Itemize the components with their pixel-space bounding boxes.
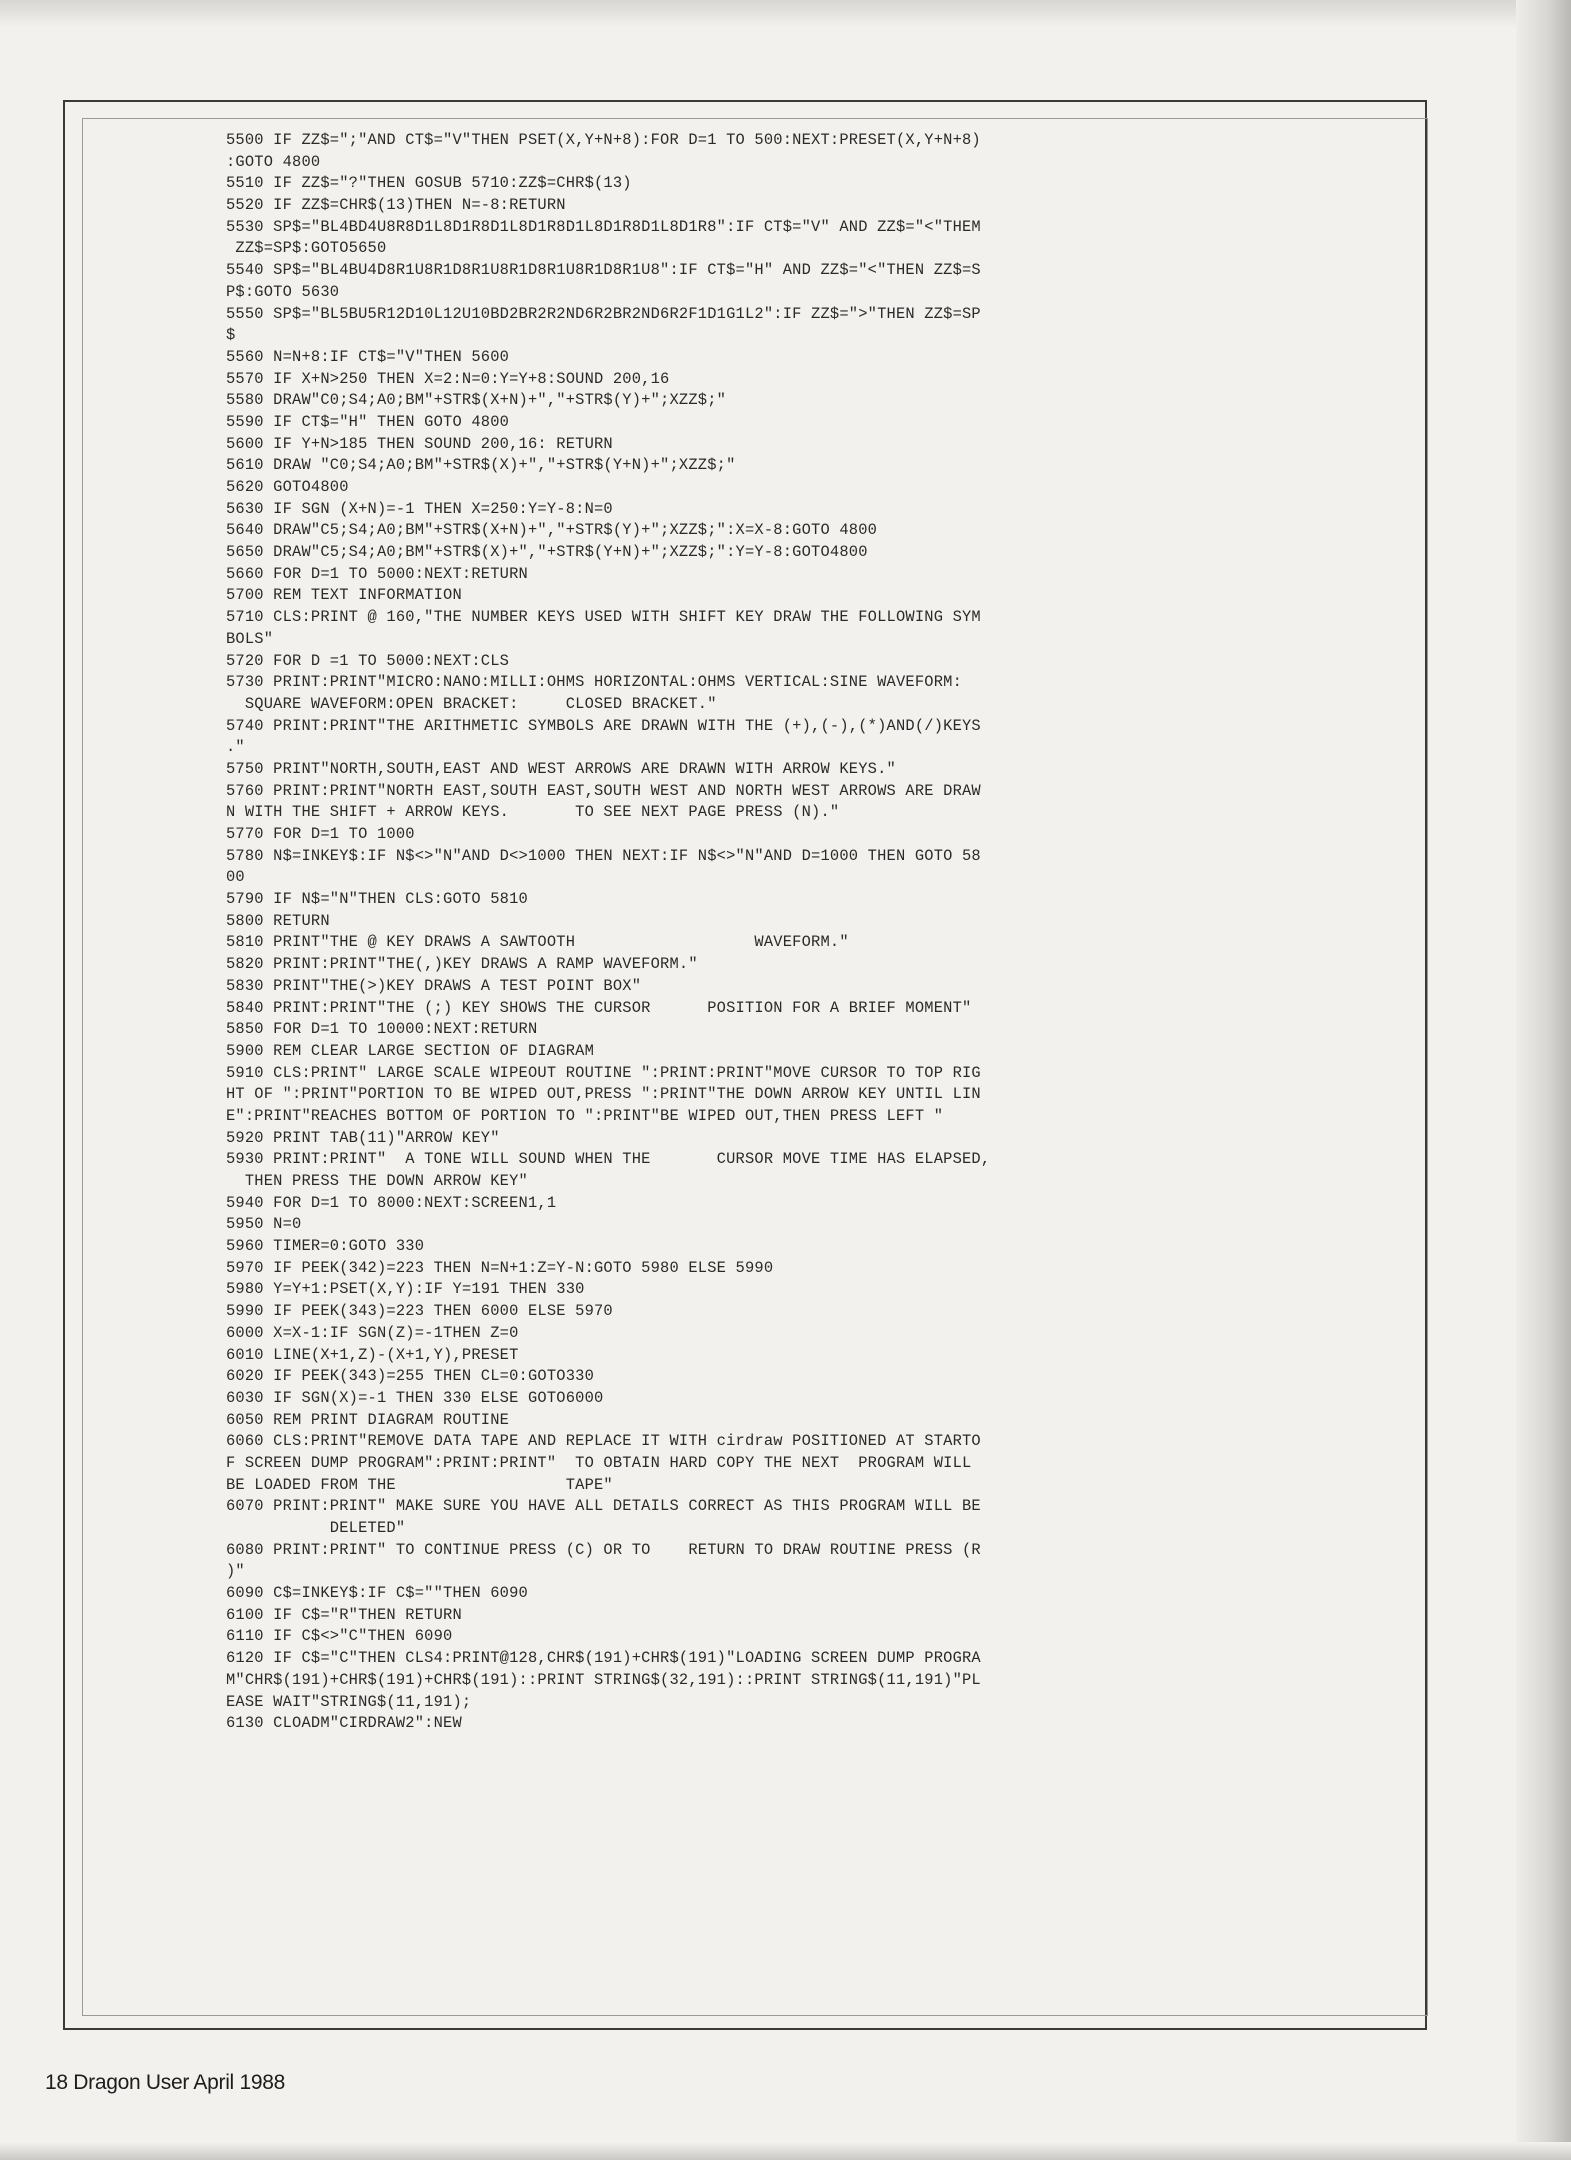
listing-line: 5900 REM CLEAR LARGE SECTION OF DIAGRAM (226, 1041, 594, 1060)
page-spine-shadow (1516, 0, 1571, 2160)
listing-line: 6080 PRINT:PRINT" TO CONTINUE PRESS (C) OR TO RETURN TO DRAW ROUTINE PRESS (R (226, 1540, 981, 1559)
listing-line: P$:GOTO 5630 (226, 282, 340, 301)
listing-line: )" (226, 1562, 245, 1581)
listing-line: 5740 PRINT:PRINT"THE ARITHMETIC SYMBOLS ARE DRAWN WITH THE (+),(-),(*)AND(/)KEYS (226, 716, 981, 735)
listing-line: 5560 N=N+8:IF CT$="V"THEN 5600 (226, 347, 510, 366)
listing-line: DELETED" (226, 1519, 406, 1537)
listing-line: 5610 DRAW "C0;S4;A0;BM"+STR$(X)+","+STR$(Y+N)+";XZZ$;" (226, 456, 736, 475)
listing-line: 5520 IF ZZ$=CHR$(13)THEN N=-8:RETURN (226, 196, 566, 215)
listing-line: 5770 FOR D=1 TO 1000 (226, 825, 415, 843)
listing-line: 5750 PRINT"NORTH,SOUTH,EAST AND WEST ARROWS ARE DRAWN WITH ARROW KEYS." (226, 759, 896, 778)
listing-line: BOLS" (226, 629, 274, 648)
listing-line: 5500 IF ZZ$=";"AND CT$="V"THEN PSET(X,Y+N+8):FOR D=1 TO 500:NEXT:PRESET(X,Y+N+8) (226, 131, 981, 149)
listing-line: EASE WAIT"STRING$(11,191); (226, 1692, 472, 1711)
listing-line: 5800 RETURN (226, 911, 330, 930)
program-listing (226, 130, 1356, 1735)
listing-line: 5730 PRINT:PRINT"MICRO:NANO:MILLI:OHMS HORIZONTAL:OHMS VERTICAL:SINE WAVEFORM: (226, 673, 962, 692)
listing-line: ." (226, 738, 245, 757)
listing-line: 5720 FOR D =1 TO 5000:NEXT:CLS (226, 651, 510, 670)
page-top-shadow (0, 0, 1571, 28)
listing-line: 5650 DRAW"C5;S4;A0;BM"+STR$(X)+","+STR$(Y+N)+";XZZ$;":Y=Y-8:GOTO4800 (226, 543, 868, 562)
listing-line: 6000 X=X-1:IF SGN(Z)=-1THEN Z=0 (226, 1323, 519, 1342)
listing-line: :GOTO 4800 (226, 152, 321, 171)
listing-line: 5540 SP$="BL4BU4D8R1U8R1D8R1U8R1D8R1U8R1D8R1U8":IF CT$="H" AND ZZ$="<"THEN ZZ$=S (226, 261, 981, 280)
listing-line: 6120 IF C$="C"THEN CLS4:PRINT@128,CHR$(191)+CHR$(191)"LOADING SCREEN DUMP PROGRA (226, 1649, 981, 1668)
listing-line: F SCREEN DUMP PROGRAM":PRINT:PRINT" TO OBTAIN HARD COPY THE NEXT PROGRAM WILL (226, 1453, 972, 1472)
listing-line: 5580 DRAW"C0;S4;A0;BM"+STR$(X+N)+","+STR$(Y)+";XZZ$;" (226, 391, 727, 410)
listing-line: 6010 LINE(X+1,Z)-(X+1,Y),PRESET (226, 1345, 519, 1364)
listing-line: 5970 IF PEEK(342)=223 THEN N=N+1:Z=Y-N:GOTO 5980 ELSE 5990 (226, 1258, 774, 1277)
listing-line: 6090 C$=INKEY$:IF C$=""THEN 6090 (226, 1584, 528, 1603)
listing-line: E":PRINT"REACHES BOTTOM OF PORTION TO ":PRINT"BE WIPED OUT,THEN PRESS LEFT " (226, 1106, 944, 1125)
listing-line: 5600 IF Y+N>185 THEN SOUND 200,16: RETURN (226, 434, 613, 453)
listing-line: 5850 FOR D=1 TO 10000:NEXT:RETURN (226, 1020, 538, 1039)
listing-line: 5590 IF CT$="H" THEN GOTO 4800 (226, 412, 510, 431)
page-bottom-shadow (0, 2142, 1571, 2160)
listing-line: 5920 PRINT TAB(11)"ARROW KEY" (226, 1128, 500, 1147)
listing-line: N WITH THE SHIFT + ARROW KEYS. TO SEE NEXT PAGE PRESS (N)." (226, 803, 840, 822)
listing-line: 5790 IF N$="N"THEN CLS:GOTO 5810 (226, 890, 528, 909)
listing-line: 5640 DRAW"C5;S4;A0;BM"+STR$(X+N)+","+STR$(Y)+";XZZ$;":X=X-8:GOTO 4800 (226, 521, 878, 540)
listing-line: 5930 PRINT:PRINT" A TONE WILL SOUND WHEN THE CURSOR MOVE TIME HAS ELAPSED, (226, 1150, 991, 1169)
listing-line: 5700 REM TEXT INFORMATION (226, 586, 462, 605)
listing-line: $ (226, 326, 236, 345)
listing-line: 5710 CLS:PRINT @ 160,"THE NUMBER KEYS USED WITH SHIFT KEY DRAW THE FOLLOWING SYM (226, 608, 981, 627)
listing-line: 00 (226, 868, 245, 887)
listing-line: 5820 PRINT:PRINT"THE(,)KEY DRAWS A RAMP WAVEFORM." (226, 955, 698, 974)
listing-line: 5760 PRINT:PRINT"NORTH EAST,SOUTH EAST,SOUTH WEST AND NORTH WEST ARROWS ARE DRAW (226, 781, 981, 800)
listing-line: 6030 IF SGN(X)=-1 THEN 330 ELSE GOTO6000 (226, 1388, 604, 1407)
listing-line: HT OF ":PRINT"PORTION TO BE WIPED OUT,PRESS ":PRINT"THE DOWN ARROW KEY UNTIL LIN (226, 1085, 981, 1104)
listing-line: 5910 CLS:PRINT" LARGE SCALE WIPEOUT ROUTINE ":PRINT:PRINT"MOVE CURSOR TO TOP RIG (226, 1063, 981, 1082)
listing-line: 5830 PRINT"THE(>)KEY DRAWS A TEST POINT BOX" (226, 976, 642, 995)
listing-line: 5810 PRINT"THE @ KEY DRAWS A SAWTOOTH WAVEFORM." (226, 933, 849, 952)
listing-line: 5570 IF X+N>250 THEN X=2:N=0:Y=Y+8:SOUND 200,16 (226, 369, 670, 388)
page-footer-folio: 18 Dragon User April 1988 (45, 2071, 285, 2094)
listing-line: 6100 IF C$="R"THEN RETURN (226, 1605, 462, 1624)
listing-line: 5980 Y=Y+1:PSET(X,Y):IF Y=191 THEN 330 (226, 1280, 585, 1299)
listing-line: SQUARE WAVEFORM:OPEN BRACKET: CLOSED BRACKET." (226, 694, 717, 713)
listing-line: 5990 IF PEEK(343)=223 THEN 6000 ELSE 5970 (226, 1302, 613, 1321)
listing-line: BE LOADED FROM THE TAPE" (226, 1475, 613, 1494)
listing-line: 6050 REM PRINT DIAGRAM ROUTINE (226, 1410, 510, 1429)
listing-line: M"CHR$(191)+CHR$(191)+CHR$(191)::PRINT STRING$(32,191)::PRINT STRING$(11,191)"PL (226, 1670, 981, 1689)
listing-line: 6070 PRINT:PRINT" MAKE SURE YOU HAVE ALL DETAILS CORRECT AS THIS PROGRAM WILL BE (226, 1497, 981, 1516)
listing-line: 5510 IF ZZ$="?"THEN GOSUB 5710:ZZ$=CHR$(13) (226, 174, 632, 193)
listing-line: 6020 IF PEEK(343)=255 THEN CL=0:GOTO330 (226, 1367, 594, 1386)
listing-line: 5550 SP$="BL5BU5R12D10L12U10BD2BR2R2ND6R2BR2ND6R2F1D1G1L2":IF ZZ$=">"THEN ZZ$=SP (226, 304, 981, 323)
listing-line: 5960 TIMER=0:GOTO 330 (226, 1237, 425, 1256)
listing-line: 5840 PRINT:PRINT"THE (;) KEY SHOWS THE CURSOR POSITION FOR A BRIEF MOMENT" (226, 998, 972, 1017)
listing-line: THEN PRESS THE DOWN ARROW KEY" (226, 1172, 528, 1190)
listing-line: 5620 GOTO4800 (226, 478, 349, 496)
listing-line: 5630 IF SGN (X+N)=-1 THEN X=250:Y=Y-8:N=0 (226, 499, 613, 518)
listing-line: 5660 FOR D=1 TO 5000:NEXT:RETURN (226, 564, 528, 583)
listing-line: 5780 N$=INKEY$:IF N$<>"N"AND D<>1000 THEN NEXT:IF N$<>"N"AND D=1000 THEN GOTO 58 (226, 846, 981, 865)
listing-line: ZZ$=SP$:GOTO5650 (226, 239, 387, 258)
listing-line: 5530 SP$="BL4BD4U8R8D1L8D1R8D1L8D1R8D1L8D1R8D1L8D1R8":IF CT$="V" AND ZZ$="<"THEM (226, 217, 981, 236)
listing-line: 6130 CLOADM"CIRDRAW2":NEW (226, 1714, 462, 1733)
listing-line: 5940 FOR D=1 TO 8000:NEXT:SCREEN1,1 (226, 1193, 557, 1212)
listing-line: 6110 IF C$<>"C"THEN 6090 (226, 1627, 453, 1646)
listing-line: 5950 N=0 (226, 1215, 302, 1234)
listing-line: 6060 CLS:PRINT"REMOVE DATA TAPE AND REPLACE IT WITH cirdraw POSITIONED AT STARTO (226, 1432, 981, 1451)
